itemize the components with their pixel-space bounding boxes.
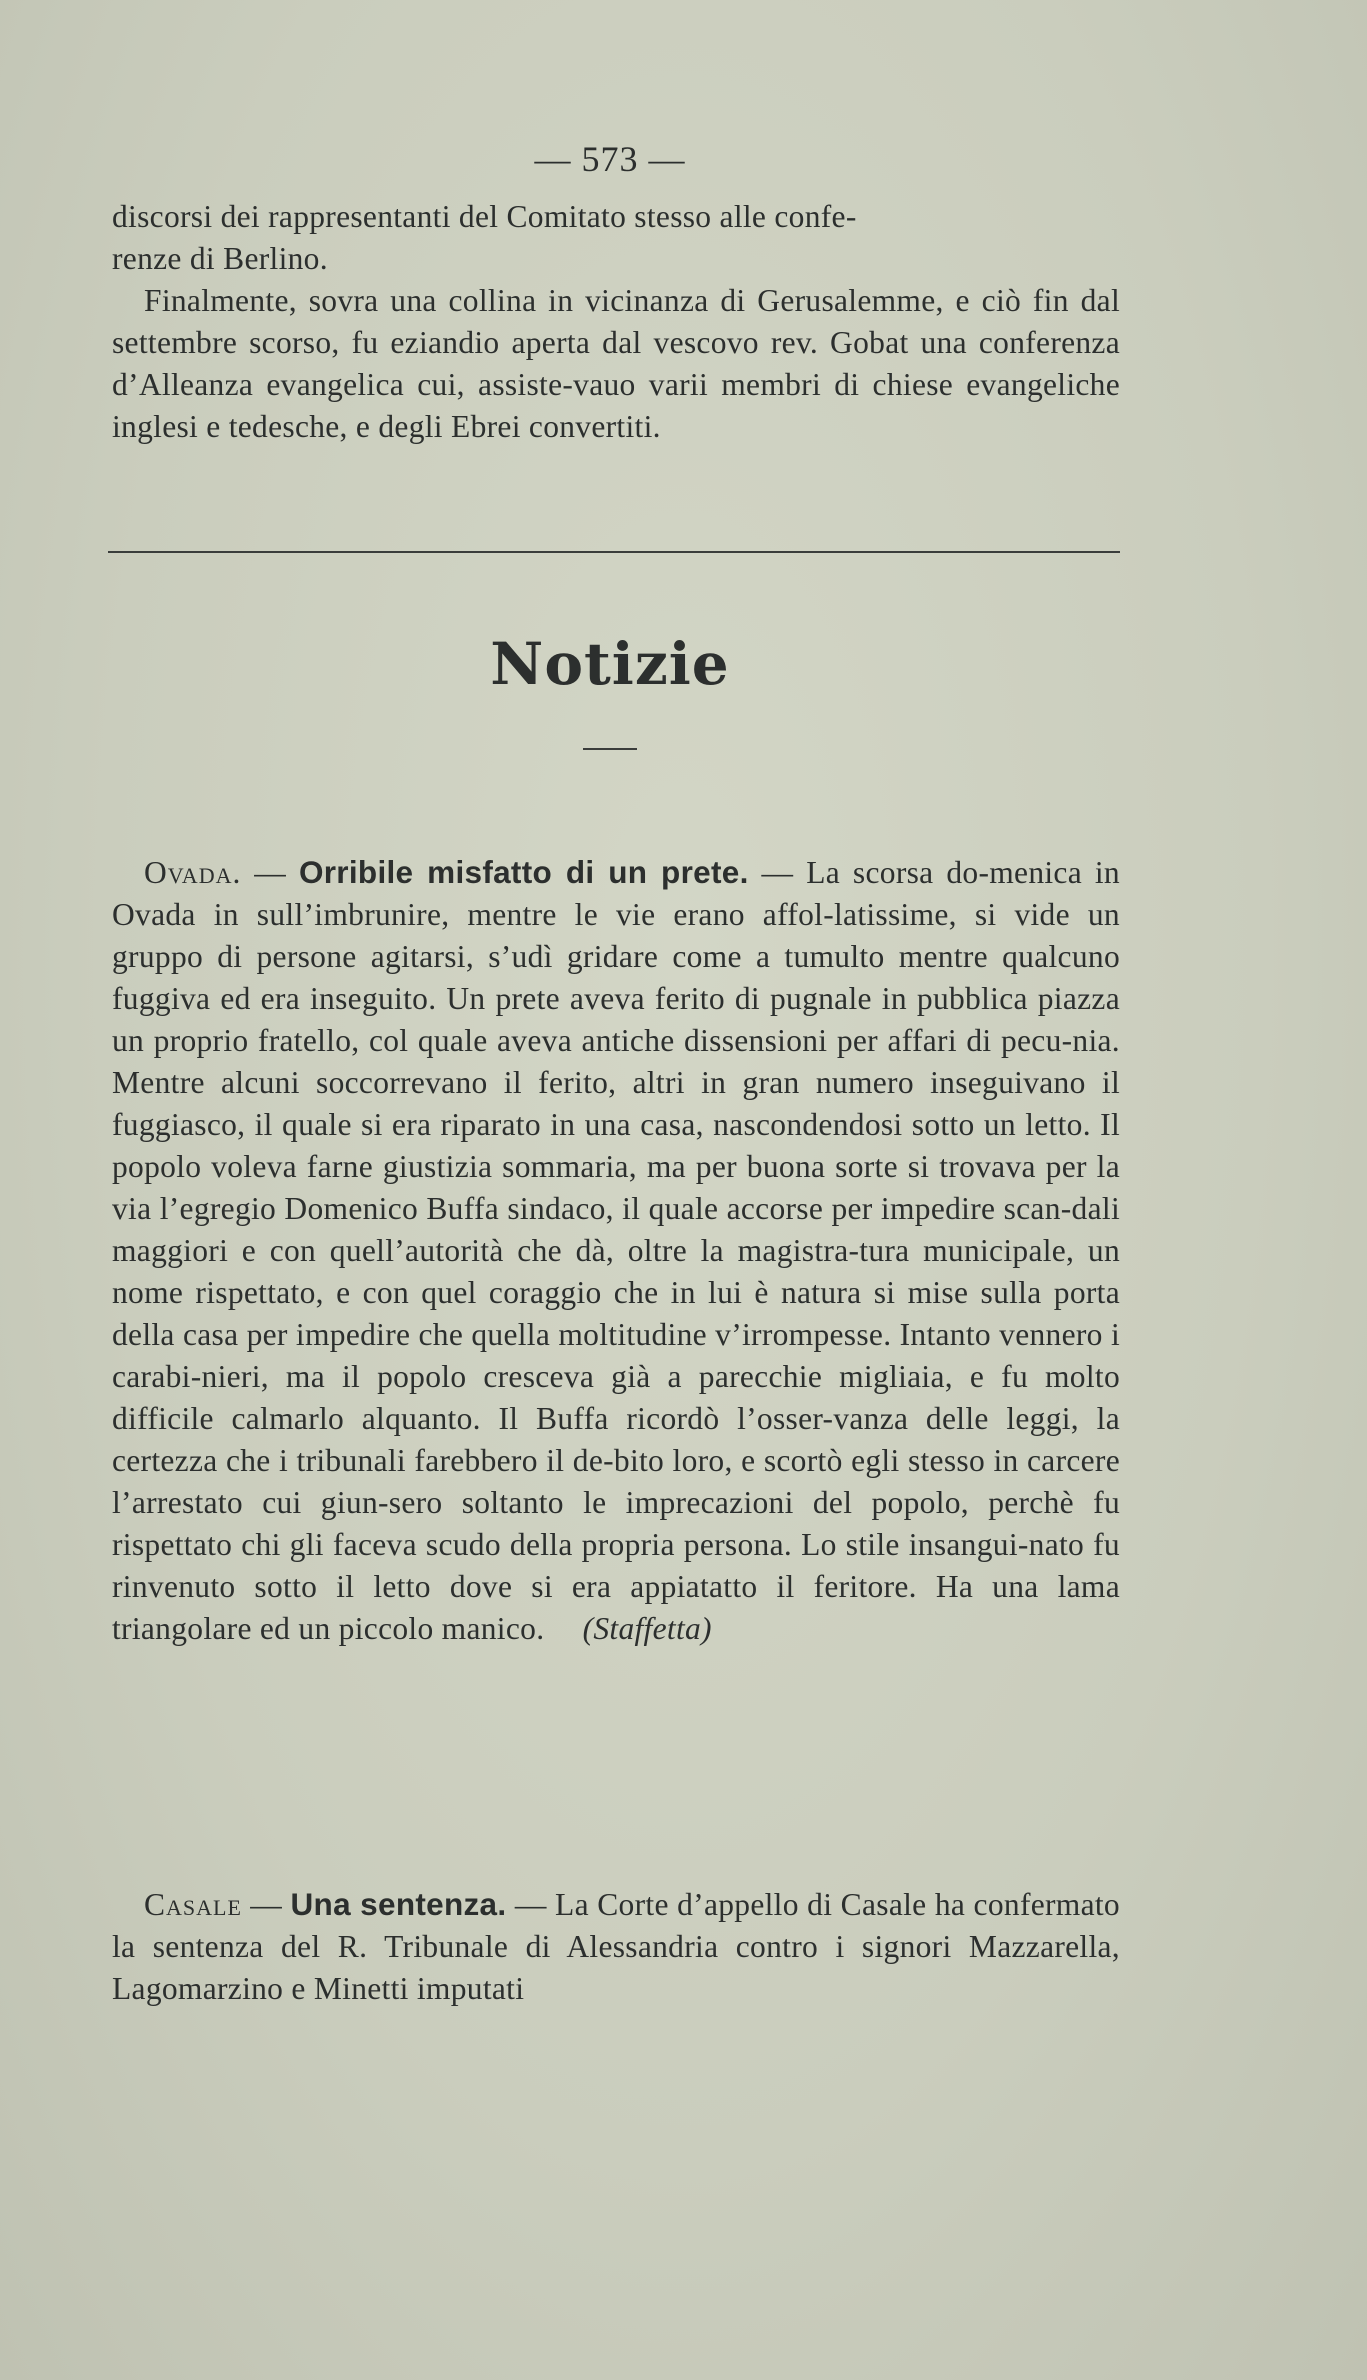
article-source: (Staffetta) — [582, 1611, 712, 1646]
intro-block — [112, 196, 1120, 448]
article-paragraph — [112, 851, 1120, 1650]
intro-line-1: discorsi dei rappresentanti del Comitato stesso alle confe- — [112, 199, 857, 234]
intro-paragraph: Finalmente, sovra una collina in vicinanza di Gerusalemme, e ciò fin dal settembre scorso, fu eziandio aperta dal vescovo rev. Gobat una conferenza d’Alleanza evangelica cui, assiste-vauo varii membri di chiese evangeliche inglesi e tedesche, e degli Ebrei convertiti. — [112, 283, 1120, 444]
article-place: Casale — [144, 1887, 242, 1922]
article-casale — [112, 1883, 1120, 2010]
article-body: La scorsa do-menica in Ovada in sull’imbrunire, mentre le vie erano affol-latissime, si vide un gruppo di persone agitarsi, s’udì gridare come a tumulto mentre qualcuno fuggiva ed era inseguito. Un prete aveva ferito di pugnale in pubblica piazza un proprio fratello, col quale aveva antiche dissensioni per affari di pecu-nia. Mentre alcuni soccorrevano il ferito, altri in gran numero inseguivano il fuggiasco, il quale si era riparato in una casa, nascondendosi sotto un letto. Il popolo voleva farne giustizia sommaria, ma per buona sorte si trovava per la via l’egregio Domenico Buffa sindaco, il quale accorse per impedire scan-dali maggiori e con quell’autorità che dà, oltre la magistra-tura municipale, un nome rispettato, e con quel coraggio che in lui è natura si mise sulla porta della casa per impedire che quella moltitudine v’irrompesse. Intanto vennero i carabi-nieri, ma il popolo cresceva già a parecchie migliaia, e fu molto difficile calmarlo alquanto. Il Buffa ricordò l’osser-vanza delle leggi, la certezza che i tribunali farebbero il de-bito loro, e scortò egli stesso in carcere l’arrestato cui giun-sero soltanto le imprecazioni del popolo, perchè fu rispettato chi gli faceva scudo della propria persona. Lo stile insangui-nato fu rinvenuto sotto il letto dove si era appiatatto il feritore. Ha una lama triangolare ed un piccolo manico. — [112, 855, 1120, 1646]
intro-line-2: renze di Berlino. — [112, 241, 328, 276]
article-place: Ovada. — [144, 855, 242, 890]
article-headline: Orribile misfatto di un prete. — [298, 854, 749, 890]
article-paragraph — [112, 1883, 1120, 2010]
section-title: Notizie — [490, 630, 730, 698]
article-dash: — — [506, 1887, 556, 1922]
section-divider — [108, 551, 1120, 553]
article-dash: — — [241, 1887, 291, 1922]
article-dash: — — [748, 855, 807, 890]
article-ovada — [112, 851, 1120, 1650]
page-number: — 573 — — [534, 139, 686, 179]
article-dash: — — [241, 855, 299, 890]
article-body: La Corte d’appello di Casale ha confermato la sentenza del R. Tribunale di Alessandria contro i signori Mazzarella, Lagomarzino e Minetti imputati — [112, 1887, 1120, 2006]
article-headline: Una sentenza. — [290, 1886, 507, 1922]
title-underline — [583, 748, 637, 750]
